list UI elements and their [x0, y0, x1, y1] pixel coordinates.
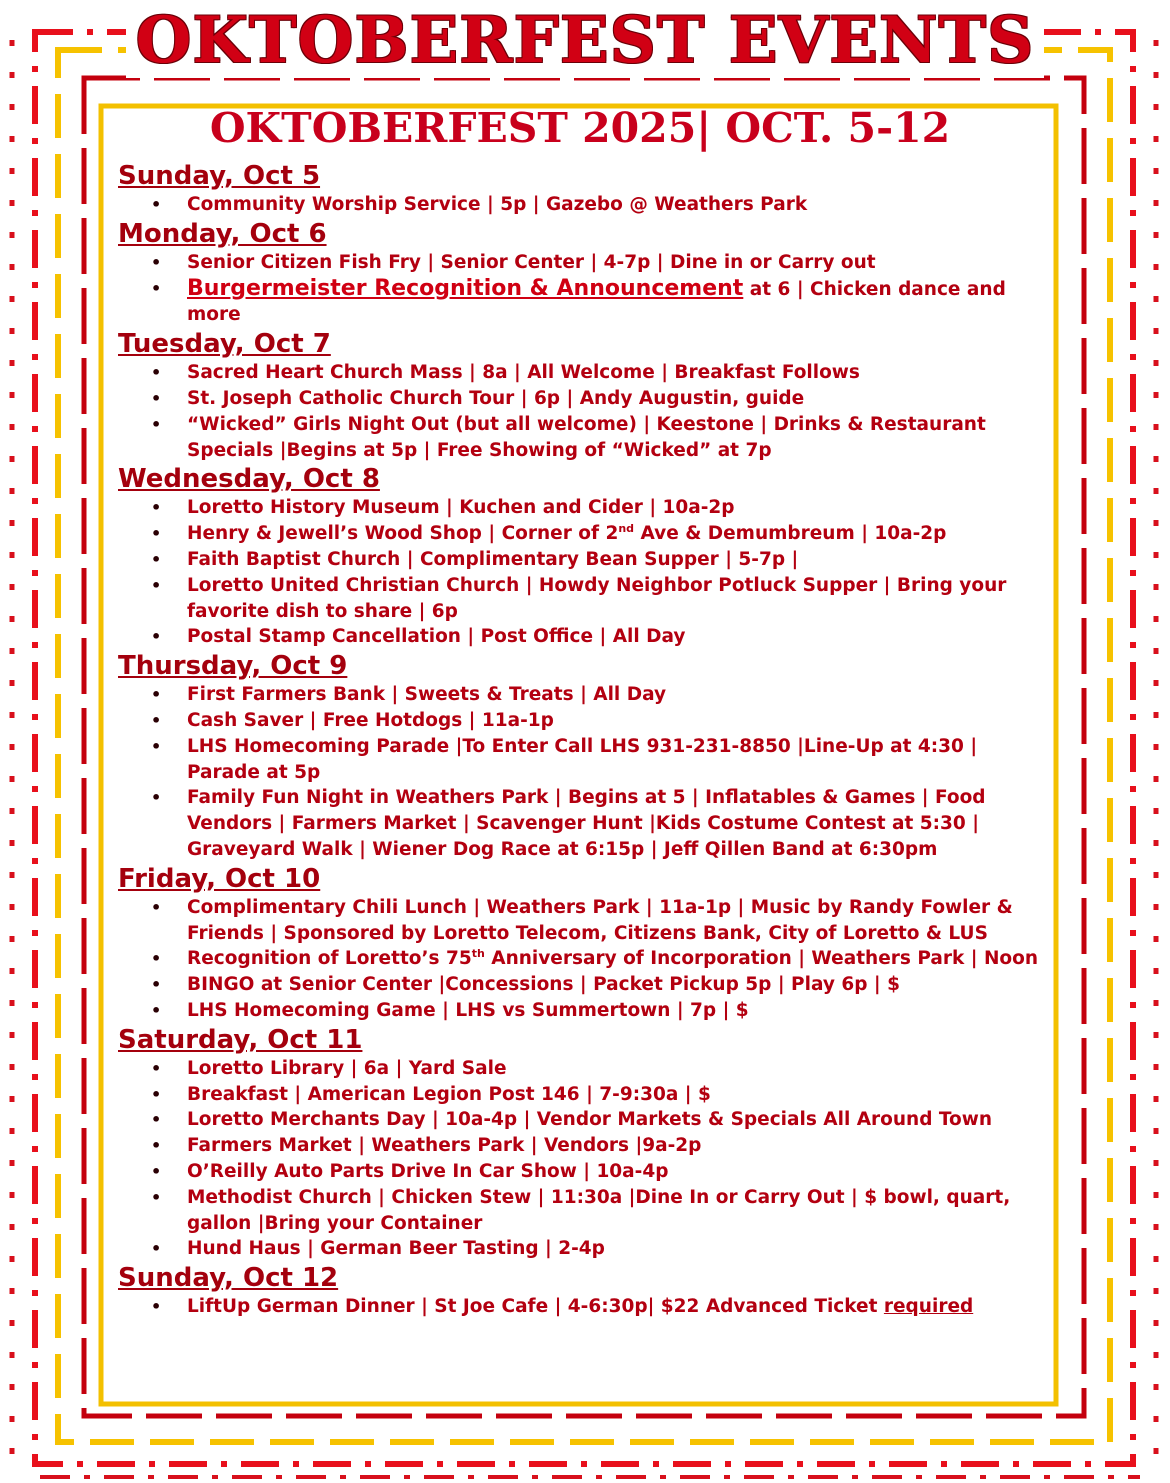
- day-section-sun5: [118, 160, 1048, 218]
- event-item: • Senior Citizen Fish Fry | Senior Center | 4-7p | Dine in or Carry out: [118, 250, 1048, 276]
- event-item: • BINGO at Senior Center |Concessions | Packet Pickup 5p | Play 6p | $: [118, 972, 1048, 998]
- event-item: • “Wicked” Girls Night Out (but all welcome) | Keestone | Drinks & Restaurant Specials |Begins at 5p | Free Showing of “Wicked” at 7p: [118, 412, 1048, 464]
- day-heading: Saturday, Oct 11: [118, 1024, 363, 1055]
- event-item: • St. Joseph Catholic Church Tour | 6p | Andy Augustin, guide: [118, 386, 1048, 412]
- event-item: [118, 521, 1048, 547]
- event-text: Anniversary of Incorporation | Weathers Park | Noon: [484, 948, 1039, 970]
- day-heading: Sunday, Oct 5: [118, 161, 321, 191]
- event-item: • Hund Haus | German Beer Tasting | 2-4p: [118, 1236, 1048, 1262]
- day-section-sun12: [118, 1262, 1048, 1320]
- event-item: • First Farmers Bank | Sweets & Treats | All Day: [118, 682, 1048, 708]
- event-text: Ave & Demumbreum | 10a-2p: [634, 523, 947, 545]
- event-item: • Loretto History Museum | Kuchen and Cider | 10a-2p: [118, 495, 1048, 521]
- event-item: • Methodist Church | Chicken Stew | 11:30a |Dine In or Carry Out | $ bowl, quart, gallon |Bring your Container: [118, 1185, 1048, 1237]
- schedule: [118, 160, 1048, 1320]
- day-section-tue7: [118, 328, 1048, 463]
- day-section-thu9: [118, 650, 1048, 863]
- event-item: • Community Worship Service | 5p | Gazebo @ Weathers Park: [118, 192, 1048, 218]
- day-section-wed8: [118, 463, 1048, 650]
- event-item: • Cash Saver | Free Hotdogs | 11a-1p: [118, 708, 1048, 734]
- required-note: required: [883, 1296, 974, 1318]
- event-item: [118, 946, 1048, 972]
- day-heading: Tuesday, Oct 7: [118, 329, 331, 360]
- event-item: • Family Fun Night in Weathers Park | Begins at 5 | Inflatables & Games | Food Vendors | Farmers Market | Scavenger Hunt |Kids Costume Contest at 5:30 | Graveyard Walk | Wiener Dog Race at 6:15p | Jeff Qillen Band at 6:30pm: [118, 785, 1048, 862]
- event-text: LiftUp German Dinner | St Joe Cafe | 4-6:30p| $22 Advanced Ticket: [187, 1296, 884, 1318]
- event-item: • Farmers Market | Weathers Park | Vendors |9a-2p: [118, 1133, 1048, 1159]
- page-title: OKTOBERFEST EVENTS: [0, 6, 1170, 76]
- event-item: • Sacred Heart Church Mass | 8a | All Welcome | Breakfast Follows: [118, 360, 1048, 386]
- ordinal-suffix: th: [471, 947, 485, 961]
- event-item: • Complimentary Chili Lunch | Weathers Park | 11a-1p | Music by Randy Fowler & Friends | Sponsored by Loretto Telecom, Citizens Bank, City of Loretto & LUS: [118, 895, 1048, 947]
- day-heading: Monday, Oct 6: [118, 218, 327, 249]
- day-heading: Sunday, Oct 12: [118, 1263, 339, 1294]
- day-section-mon6: [118, 218, 1048, 328]
- event-item: • Postal Stamp Cancellation | Post Office | All Day: [118, 624, 1048, 650]
- day-heading: Thursday, Oct 9: [118, 651, 348, 682]
- event-item: • Loretto Library | 6a | Yard Sale: [118, 1056, 1048, 1082]
- event-item: • Loretto Merchants Day | 10a-4p | Vendor Markets & Specials All Around Town: [118, 1107, 1048, 1133]
- event-subtitle: OKTOBERFEST 2025| OCT. 5-12: [209, 104, 951, 152]
- event-text: Recognition of Loretto’s 75: [187, 948, 472, 970]
- burgermeister-link[interactable]: Burgermeister Recognition & Announcement: [187, 275, 744, 301]
- event-item: • O’Reilly Auto Parts Drive In Car Show | 10a-4p: [118, 1159, 1048, 1185]
- event-item: [118, 1294, 1048, 1320]
- day-section-sat11: [118, 1024, 1048, 1262]
- event-item: • LHS Homecoming Game | LHS vs Summertown | 7p | $: [118, 998, 1048, 1024]
- event-item: • LHS Homecoming Parade |To Enter Call LHS 931-231-8850 |Line-Up at 4:30 | Parade at 5p: [118, 734, 1048, 786]
- event-item: • Loretto United Christian Church | Howdy Neighbor Potluck Supper | Bring your favorite dish to share | 6p: [118, 573, 1048, 625]
- event-detail: at 6 | Chicken dance and more: [187, 278, 1006, 326]
- ordinal-suffix: nd: [618, 522, 635, 536]
- day-section-fri10: [118, 863, 1048, 1024]
- event-text: Henry & Jewell’s Wood Shop | Corner of 2: [187, 523, 619, 545]
- day-heading: Friday, Oct 10: [118, 863, 321, 894]
- event-item: [118, 276, 1048, 329]
- day-heading: Wednesday, Oct 8: [118, 464, 380, 495]
- event-item: • Faith Baptist Church | Complimentary Bean Supper | 5-7p |: [118, 547, 1048, 573]
- event-item: • Breakfast | American Legion Post 146 | 7-9:30a | $: [118, 1082, 1048, 1108]
